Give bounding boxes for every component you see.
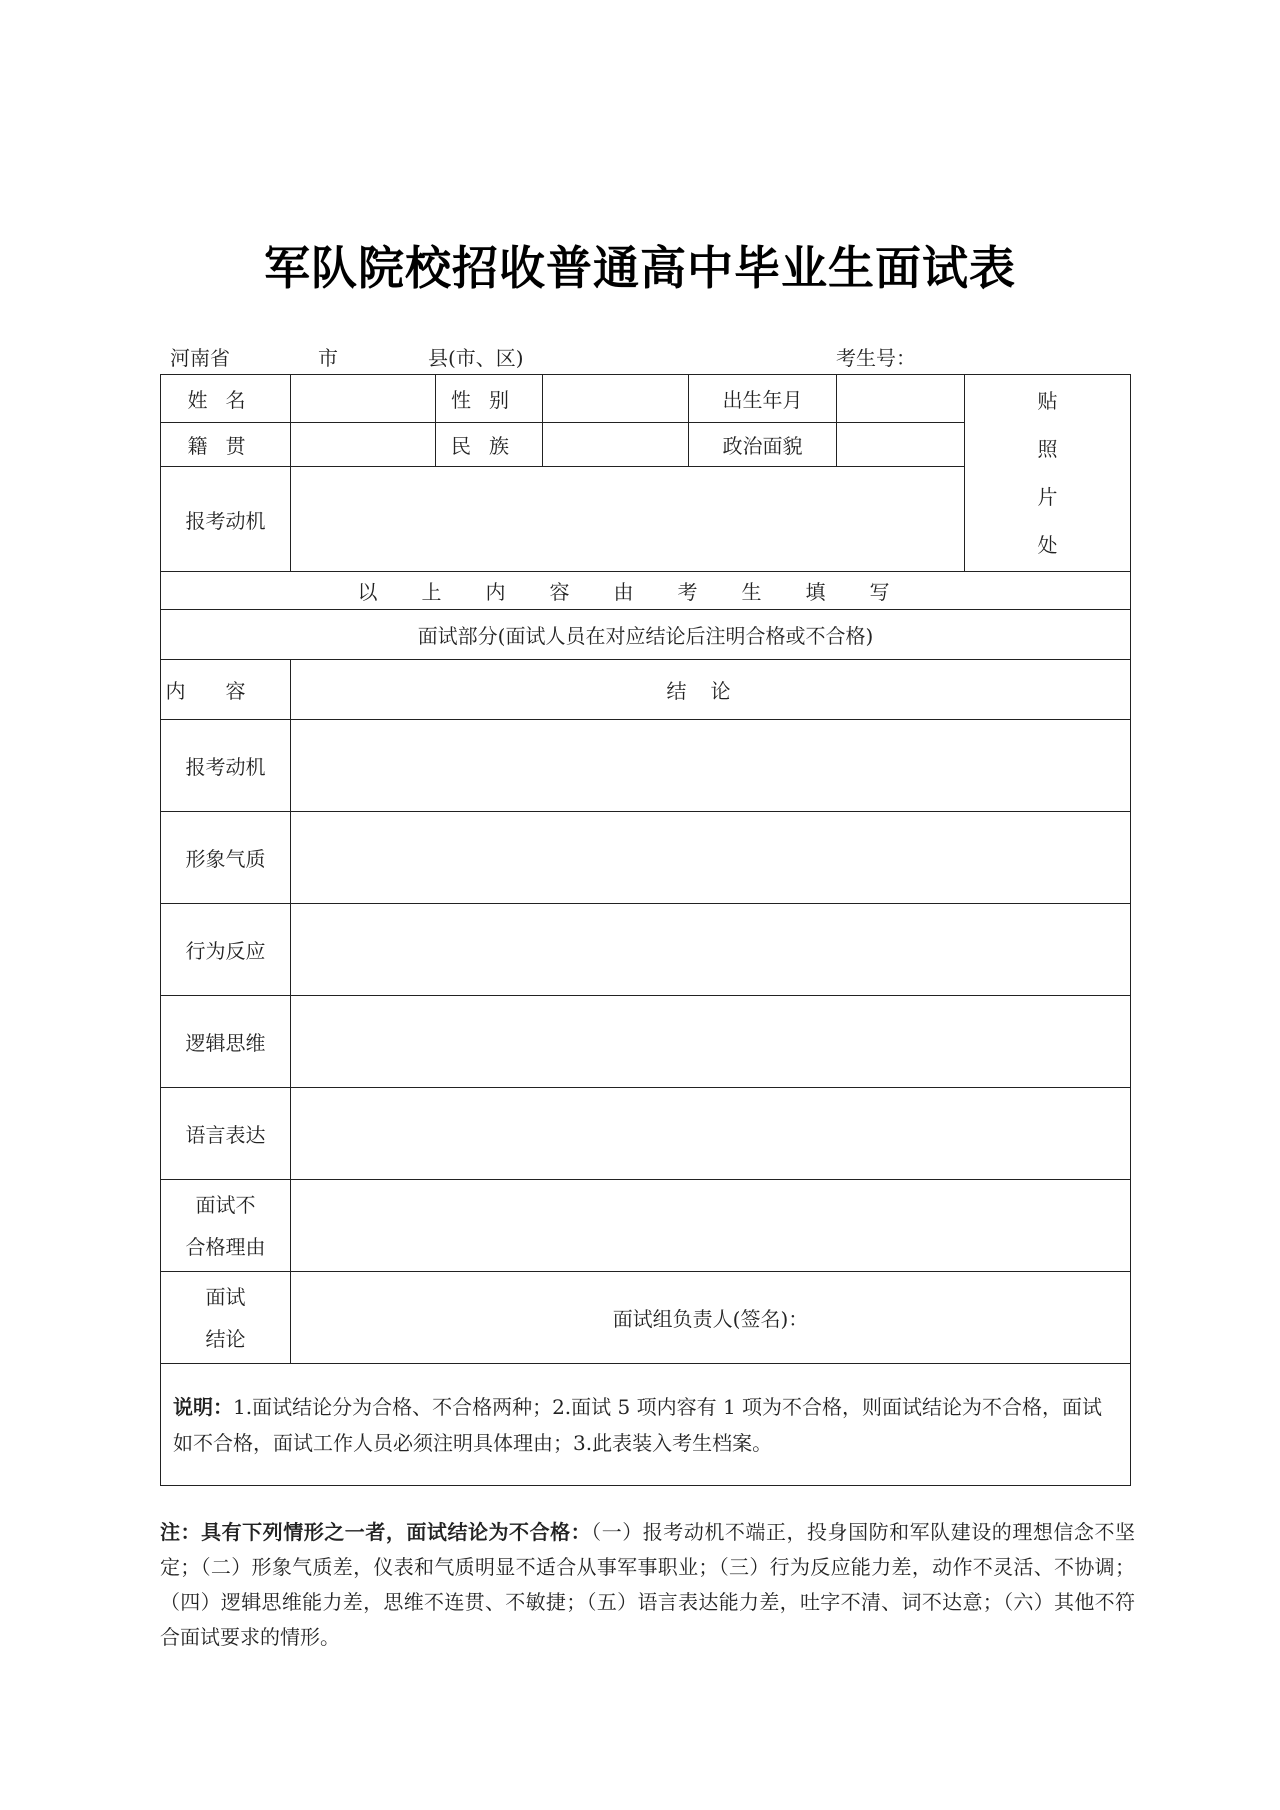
exam-number-label: 考生号： (836, 346, 916, 370)
native-place-field[interactable] (291, 423, 436, 467)
form-title: 军队院校招收普通高中毕业生面试表 (264, 241, 1016, 295)
row-label-logic: 逻辑思维 (161, 996, 291, 1088)
photo-area[interactable] (965, 375, 1131, 572)
conclusion-field-motivation[interactable] (291, 720, 1131, 812)
fail-reason-label (161, 1180, 291, 1272)
footnote-label: 注：具有下列情形之一者，面试结论为不合格： (160, 1520, 592, 1544)
photo-char: 处 (1037, 533, 1058, 557)
ethnicity-field[interactable] (543, 423, 689, 467)
political-status-label: 政治面貌 (689, 423, 837, 467)
result-line2: 结论 (205, 1326, 246, 1351)
fail-reason-field[interactable] (291, 1180, 1131, 1272)
conclusion-field-expression[interactable] (291, 1088, 1131, 1180)
explanation-text: 1.面试结论分为合格、不合格两种；2.面试 5 项内容有 1 项为不合格，则面试结论为不合格，面试如不合格，面试工作人员必须注明具体理由；3.此表装入考生档案。 (173, 1394, 1103, 1455)
native-place-label: 籍贯 (161, 423, 291, 467)
content-header: 内容 (161, 660, 291, 720)
photo-char: 片 (1037, 485, 1058, 509)
result-label (161, 1272, 291, 1364)
result-line1: 面试 (205, 1284, 246, 1309)
interview-section-title: 面试部分(面试人员在对应结论后注明合格或不合格) (161, 610, 1131, 660)
photo-char: 照 (1037, 437, 1058, 461)
row-label-expression: 语言表达 (161, 1088, 291, 1180)
city-label: 市 (318, 346, 338, 370)
row-label-reaction: 行为反应 (161, 904, 291, 996)
leader-signature-label: 面试组负责人(签名)： (612, 1307, 809, 1331)
name-field[interactable] (291, 375, 436, 423)
footnote-text: （一）报考动机不端正，投身国防和军队建设的理想信念不坚定；（二）形象气质差，仪表和气质明显不适合从事军事职业；（三）行为反应能力差，动作不灵活、不协调；（四）逻辑思维能力差，思维不连贯、不敏捷；（五）语言表达能力差，吐字不清、词不达意；（六）其他不符合面试要求的情形。 (160, 1520, 1136, 1649)
photo-char: 贴 (1037, 389, 1058, 413)
province-label: 河南省 (170, 346, 230, 370)
fail-reason-line1: 面试不 (195, 1192, 256, 1217)
fail-reason-line2: 合格理由 (185, 1234, 266, 1259)
motivation-label: 报考动机 (161, 467, 291, 572)
county-label: 县(市、区) (428, 346, 524, 370)
explanation-label: 说明： (173, 1394, 233, 1419)
political-status-field[interactable] (837, 423, 965, 467)
birth-label: 出生年月 (689, 375, 837, 423)
gender-label: 性别 (436, 375, 543, 423)
birth-field[interactable] (837, 375, 965, 423)
explanation-box (161, 1364, 1131, 1486)
gender-field[interactable] (543, 375, 689, 423)
interview-form-table (160, 374, 1131, 1486)
row-label-motivation: 报考动机 (161, 720, 291, 812)
row-label-appearance: 形象气质 (161, 812, 291, 904)
leader-signature-field[interactable] (291, 1272, 1131, 1364)
filled-by-candidate-note: 以上内容由考生填写 (161, 572, 1131, 610)
conclusion-field-appearance[interactable] (291, 812, 1131, 904)
footnote (160, 1515, 1135, 1655)
conclusion-header: 结论 (291, 660, 1131, 720)
motivation-field[interactable] (291, 467, 965, 572)
name-label: 姓名 (161, 375, 291, 423)
conclusion-field-reaction[interactable] (291, 904, 1131, 996)
conclusion-field-logic[interactable] (291, 996, 1131, 1088)
ethnicity-label: 民族 (436, 423, 543, 467)
